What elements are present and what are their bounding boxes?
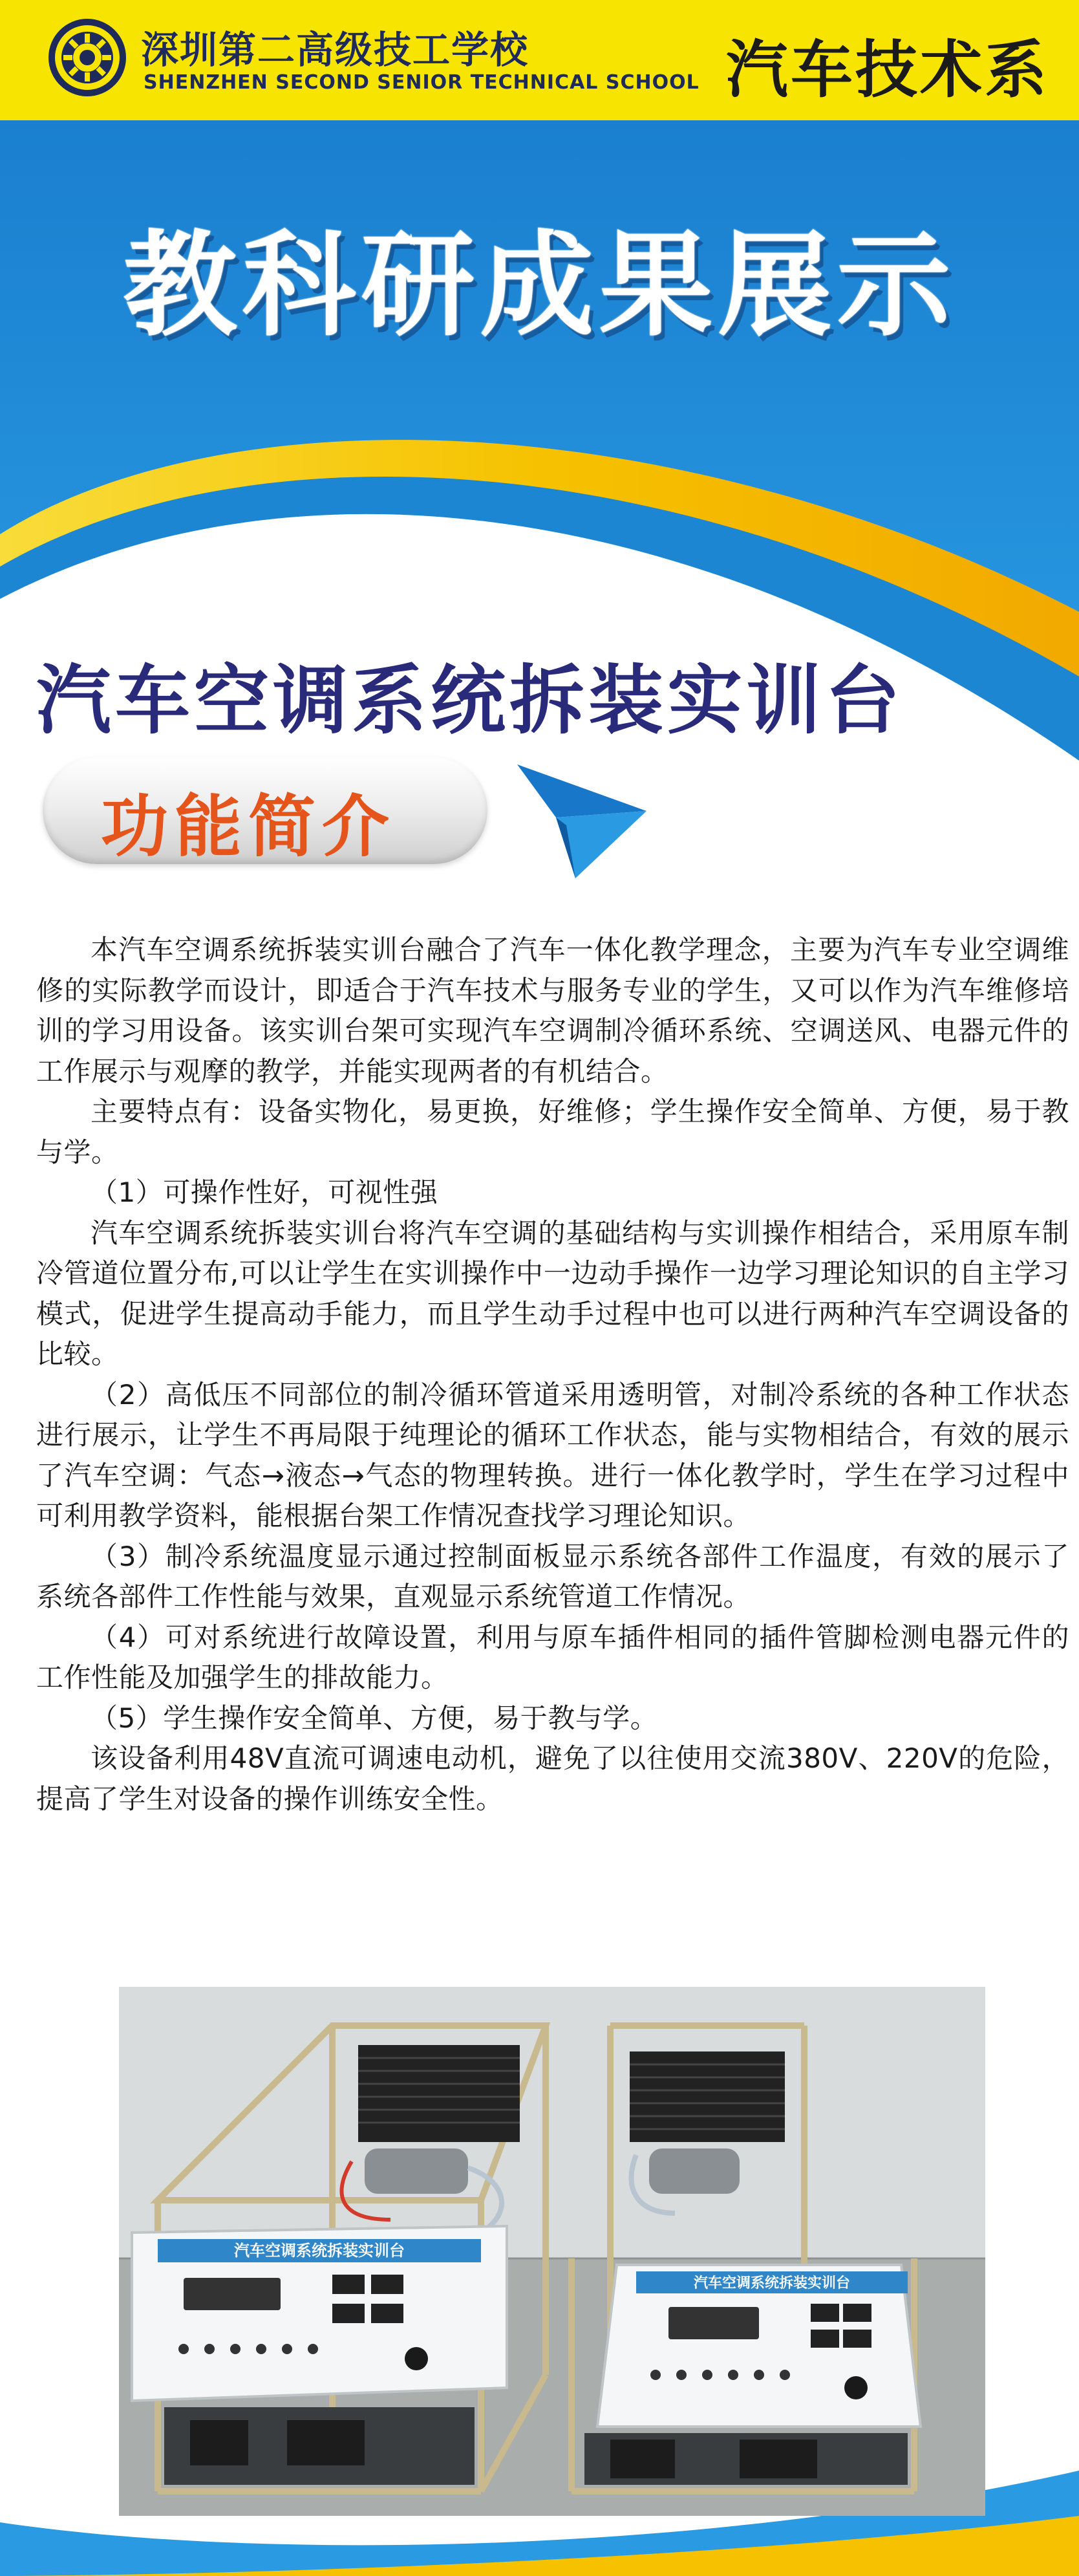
paragraph-intro: 本汽车空调系统拆装实训台融合了汽车一体化教学理念，主要为汽车专业空调维修的实际教学而设计，即适合于汽车技术与服务专业的学生，又可以作为汽车维修培训的学习用设备。该实训台架可实现汽车空调制冷循环系统、空调送风、电器元件的工作展示与观摩的教学，并能实现两者的有机结合。 xyxy=(36,934,1069,1087)
school-name-cn: 深圳第二高级技工学校 xyxy=(141,28,529,72)
section-subtitle: 汽车空调系统拆装实训台 xyxy=(36,657,904,744)
paragraph-point-5: （5）学生操作安全简单、方便，易于教与学。 xyxy=(91,1702,658,1734)
description-body xyxy=(36,930,1069,1819)
left-panel-label: 汽车空调系统拆装实训台 xyxy=(234,2242,405,2260)
paragraph-point-2: （2）高低压不同部位的制冷循环管道采用透明管，对制冷系统的各种工作状态进行展示，让学生不再局限于纯理论的循环工作状态，能与实物相结合，有效的展示了汽车空调：气态→液态→气态的物理转换。进行一体化教学时，学生在学习过程中可利用教学资料，能根据台架工作情况查找学习理论知识。 xyxy=(36,1378,1069,1532)
paragraph-safety: 该设备利用48V直流可调速电动机，避免了以往使用交流380V、220V的危险，提高了学生对设备的操作训练安全性。 xyxy=(36,1742,1069,1815)
department-name: 汽车技术系 xyxy=(726,34,1049,106)
paragraph-features: 主要特点有：设备实物化，易更换，好维修；学生操作安全简单、方便，易于教与学。 xyxy=(36,1096,1069,1168)
right-panel-label: 汽车空调系统拆装实训台 xyxy=(693,2275,851,2291)
header-bar xyxy=(0,0,1079,120)
training-rig-illustration xyxy=(119,1987,985,2516)
school-emblem-icon xyxy=(47,17,128,98)
paragraph-point-1-heading: （1）可操作性好，可视性强 xyxy=(91,1176,438,1208)
paragraph-point-4: （4）可对系统进行故障设置，利用与原车插件相同的插件管脚检测电器元件的工作性能及加强学生的排故能力。 xyxy=(36,1621,1069,1693)
school-name-en: SHENZHEN SECOND SENIOR TECHNICAL SCHOOL xyxy=(144,71,700,94)
banner-title: 教科研成果展示 xyxy=(123,219,956,352)
paragraph-point-3: （3）制冷系统温度显示通过控制面板显示系统各部件工作温度，有效的展示了系统各部件工作性能与效果，直观显示系统管道工作情况。 xyxy=(36,1540,1069,1612)
equipment-photo xyxy=(119,1987,985,2516)
paper-plane-arrow-icon xyxy=(511,755,653,885)
paragraph-point-1-detail: 汽车空调系统拆装实训台将汽车空调的基础结构与实训操作相结合，采用原车制冷管道位置分布,可以让学生在实训操作中一边动手操作一边学习理论知识的自主学习模式，促进学生提高动手能力，而且学生动手过程中也可以进行两种汽车空调设备的比较。 xyxy=(36,1217,1069,1370)
function-intro-tag xyxy=(43,757,487,864)
function-intro-label: 功能简介 xyxy=(101,787,396,866)
